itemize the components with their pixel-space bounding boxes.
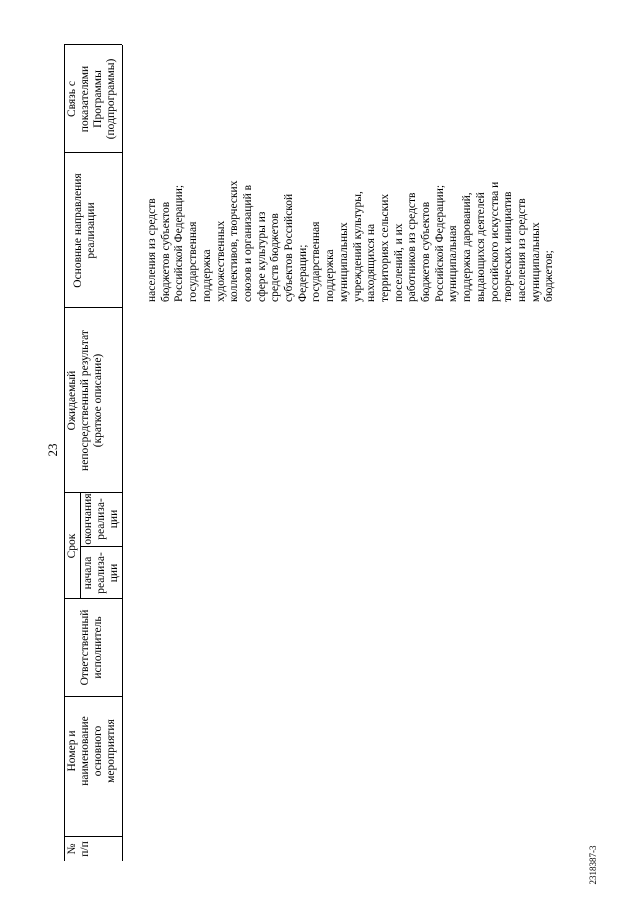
table-header-bottom-border bbox=[122, 45, 123, 861]
header-term-column: Срок bbox=[66, 533, 78, 559]
header-term-start: начала реализа- ции bbox=[82, 552, 120, 594]
header-executor-column: Ответственный исполнитель bbox=[79, 609, 104, 686]
directions-line: муниципальная bbox=[447, 225, 460, 302]
directions-cell-text bbox=[146, 181, 557, 302]
directions-line: поселений, и их bbox=[392, 223, 405, 302]
table-top-border bbox=[64, 45, 65, 861]
header-program-link-column: Связь с показателями Программы (подпрограммы) bbox=[66, 58, 117, 140]
directions-line: поддержка дарований, bbox=[461, 192, 474, 302]
header-number-column: № п/п bbox=[66, 841, 91, 857]
header-directions-column: Основные направления реализации bbox=[72, 173, 97, 288]
directions-line: учреждений культуры, bbox=[351, 191, 364, 302]
directions-line: коллективов, творческих bbox=[228, 180, 241, 302]
directions-line: находящихся на bbox=[365, 223, 378, 302]
directions-line: бюджетов субъектов bbox=[159, 201, 172, 302]
directions-line: российского искусства и bbox=[488, 181, 501, 302]
directions-line: Федерации; bbox=[296, 244, 309, 302]
directions-line: бюджетов; bbox=[543, 250, 556, 302]
directions-line: поддержка bbox=[200, 249, 213, 302]
directions-line: населения из средств bbox=[146, 198, 158, 302]
header-term-end: окончания реализа- ции bbox=[82, 493, 120, 545]
directions-line: населения из средств bbox=[515, 198, 528, 302]
directions-line: Российской Федерации; bbox=[433, 184, 446, 302]
directions-line: союзов и организаций в bbox=[241, 184, 254, 302]
directions-line: средств бюджетов bbox=[269, 213, 282, 302]
directions-line: территориях сельских bbox=[378, 193, 391, 302]
header-event-name-column: Номер и наименование основного мероприятия bbox=[66, 716, 117, 786]
directions-line: субъектов Российской bbox=[283, 193, 296, 302]
directions-line: сфере культуры из bbox=[255, 211, 268, 302]
document-code: 2318387-3 bbox=[588, 845, 598, 885]
directions-line: муниципальных bbox=[337, 222, 350, 302]
directions-line: поддержка bbox=[324, 249, 337, 302]
directions-line: выдающихся деятелей bbox=[474, 192, 487, 302]
directions-line: художественных bbox=[214, 220, 227, 302]
directions-line: Российской Федерации; bbox=[173, 184, 186, 302]
directions-line: государственная bbox=[187, 221, 200, 302]
header-expected-result-column: Ожидаемый непосредственный результат (краткое описание) bbox=[66, 330, 104, 471]
directions-line: муниципальных bbox=[529, 222, 542, 302]
directions-line: работников из средств bbox=[406, 192, 419, 302]
directions-line: бюджетов субъектов bbox=[420, 201, 433, 302]
directions-line: творческих инициатив bbox=[502, 191, 515, 302]
directions-line: государственная bbox=[310, 221, 323, 302]
page-number: 23 bbox=[45, 443, 60, 457]
